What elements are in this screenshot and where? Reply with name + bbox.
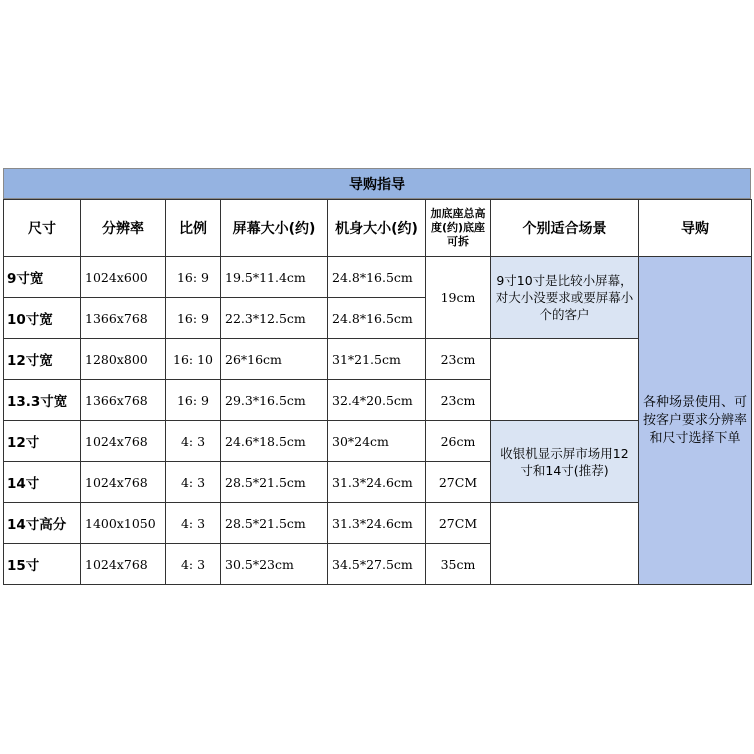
cell-size: 10寸宽 bbox=[4, 298, 81, 339]
cell-body: 31*21.5cm bbox=[328, 339, 426, 380]
cell-screen: 29.3*16.5cm bbox=[221, 380, 328, 421]
cell-resolution: 1024x600 bbox=[81, 257, 166, 298]
cell-resolution: 1366x768 bbox=[81, 380, 166, 421]
cell-body: 31.3*24.6cm bbox=[328, 462, 426, 503]
cell-size: 12寸宽 bbox=[4, 339, 81, 380]
cell-height: 23cm bbox=[426, 339, 491, 380]
cell-body: 31.3*24.6cm bbox=[328, 503, 426, 544]
header-ratio: 比例 bbox=[166, 200, 221, 257]
cell-height: 27CM bbox=[426, 462, 491, 503]
header-base-height: 加底座总高度(约)底座可拆 bbox=[426, 200, 491, 257]
cell-ratio: 4: 3 bbox=[166, 421, 221, 462]
cell-resolution: 1024x768 bbox=[81, 544, 166, 585]
cell-size: 15寸 bbox=[4, 544, 81, 585]
header-guide: 导购 bbox=[639, 200, 752, 257]
cell-screen: 19.5*11.4cm bbox=[221, 257, 328, 298]
cell-ratio: 4: 3 bbox=[166, 544, 221, 585]
table-row bbox=[4, 257, 752, 298]
cell-height: 35cm bbox=[426, 544, 491, 585]
cell-ratio: 16: 9 bbox=[166, 298, 221, 339]
cell-height: 26cm bbox=[426, 421, 491, 462]
table-title: 导购指导 bbox=[3, 168, 751, 199]
cell-ratio: 4: 3 bbox=[166, 462, 221, 503]
header-row bbox=[4, 200, 752, 257]
cell-height: 23cm bbox=[426, 380, 491, 421]
cell-resolution: 1280x800 bbox=[81, 339, 166, 380]
cell-size: 14寸高分 bbox=[4, 503, 81, 544]
cell-screen: 28.5*21.5cm bbox=[221, 462, 328, 503]
cell-screen: 26*16cm bbox=[221, 339, 328, 380]
cell-resolution: 1400x1050 bbox=[81, 503, 166, 544]
cell-body: 34.5*27.5cm bbox=[328, 544, 426, 585]
cell-resolution: 1366x768 bbox=[81, 298, 166, 339]
cell-screen: 28.5*21.5cm bbox=[221, 503, 328, 544]
header-size: 尺寸 bbox=[4, 200, 81, 257]
cell-resolution: 1024x768 bbox=[81, 462, 166, 503]
cell-size: 13.3寸宽 bbox=[4, 380, 81, 421]
note-cashier: 收银机显示屏市场用12寸和14寸(推荐) bbox=[491, 421, 639, 503]
cell-size: 12寸 bbox=[4, 421, 81, 462]
cell-body: 32.4*20.5cm bbox=[328, 380, 426, 421]
cell-height: 27CM bbox=[426, 503, 491, 544]
cell-height-merged: 19cm bbox=[426, 257, 491, 339]
note-small-screen: 9寸10寸是比较小屏幕，对大小没要求或要屏幕小个的客户 bbox=[491, 257, 639, 339]
cell-screen: 30.5*23cm bbox=[221, 544, 328, 585]
guide-table-container bbox=[3, 168, 751, 585]
cell-ratio: 16: 9 bbox=[166, 257, 221, 298]
cell-body: 24.8*16.5cm bbox=[328, 257, 426, 298]
empty-scenario-cell bbox=[491, 339, 639, 421]
guide-cell: 各种场景使用、可按客户要求分辨率和尺寸选择下单 bbox=[639, 257, 752, 585]
cell-body: 30*24cm bbox=[328, 421, 426, 462]
header-body-size: 机身大小(约) bbox=[328, 200, 426, 257]
header-screen-size: 屏幕大小(约) bbox=[221, 200, 328, 257]
cell-size: 14寸 bbox=[4, 462, 81, 503]
cell-size: 9寸宽 bbox=[4, 257, 81, 298]
cell-body: 24.8*16.5cm bbox=[328, 298, 426, 339]
cell-ratio: 16: 9 bbox=[166, 380, 221, 421]
cell-screen: 24.6*18.5cm bbox=[221, 421, 328, 462]
cell-resolution: 1024x768 bbox=[81, 421, 166, 462]
empty-scenario-cell bbox=[491, 503, 639, 585]
header-scenario: 个别适合场景 bbox=[491, 200, 639, 257]
cell-ratio: 16: 10 bbox=[166, 339, 221, 380]
header-resolution: 分辨率 bbox=[81, 200, 166, 257]
cell-screen: 22.3*12.5cm bbox=[221, 298, 328, 339]
cell-ratio: 4: 3 bbox=[166, 503, 221, 544]
shopping-guide-table bbox=[3, 199, 752, 585]
